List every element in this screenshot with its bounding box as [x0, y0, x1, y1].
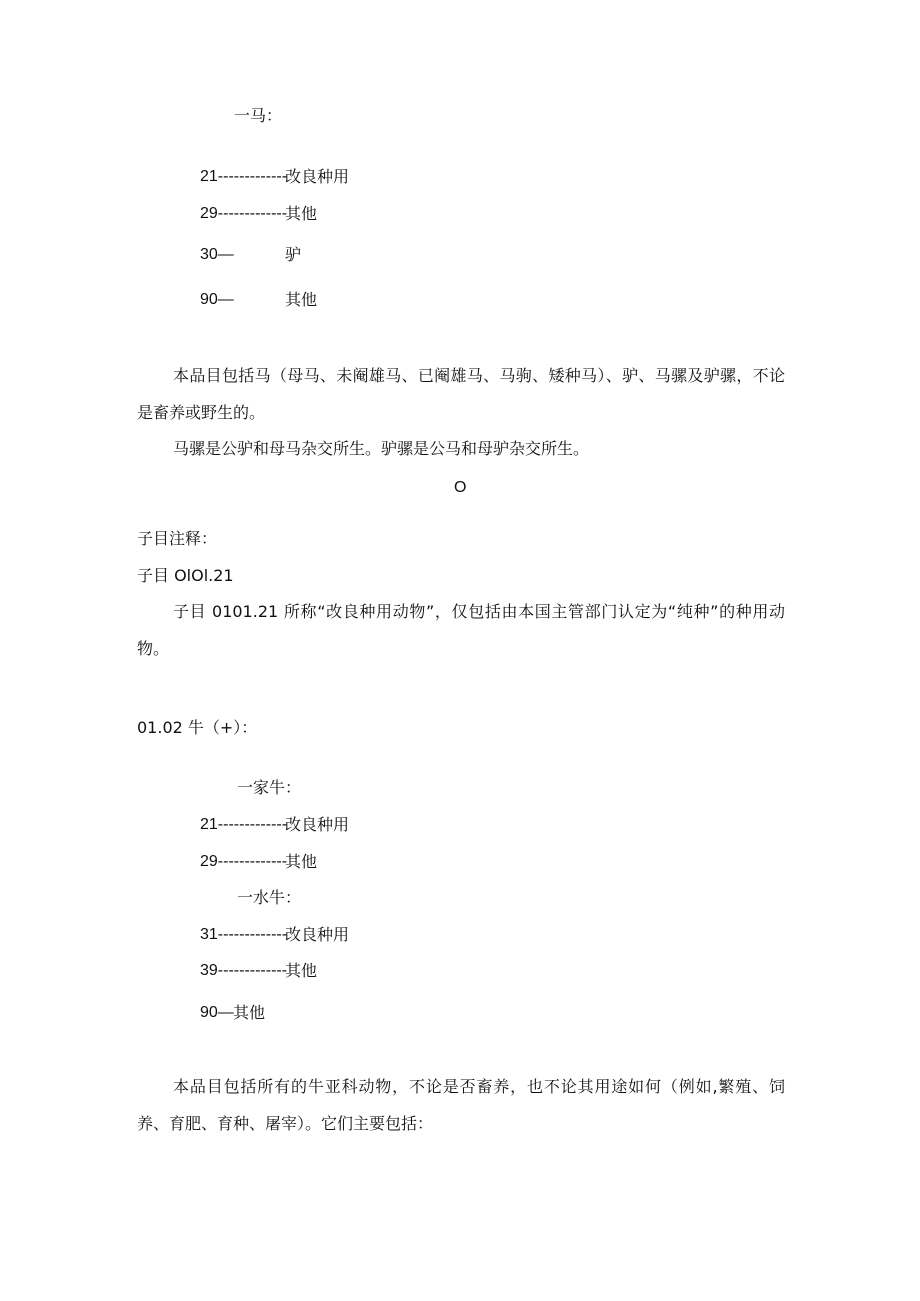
horse-item-code: 30—	[200, 246, 234, 263]
horse-item-label: 其他	[285, 204, 318, 223]
cattle-other-code: 90—	[200, 1004, 234, 1021]
cattle-heading: 01.02 牛（+）：	[137, 718, 258, 737]
subheading-label: 子目 OlOl.21	[137, 566, 234, 585]
horse-item-label: 其他	[285, 290, 318, 309]
horse-item-code: 29-------------	[200, 205, 288, 222]
subheading-notes-title: 子目注释：	[137, 529, 218, 548]
buffalo-heading: 一水牛：	[237, 888, 302, 907]
cattle-item-code: 29-------------	[200, 853, 288, 870]
buffalo-item-code: 31-------------	[200, 926, 288, 943]
cattle-other-label: 其他	[233, 1003, 266, 1022]
buffalo-item-code: 39-------------	[200, 962, 288, 979]
horse-item-code: 90—	[200, 291, 234, 308]
mule-description-paragraph: 马骡是公驴和母马杂交所生。驴骡是公马和母驴杂交所生。	[173, 439, 590, 458]
horse-heading: 一马：	[234, 106, 283, 125]
cattle-item-code: 21-------------	[200, 816, 288, 833]
horse-item-label: 驴	[285, 245, 302, 264]
cattle-description-paragraph: 本品目包括所有的牛亚科动物，不论是否畜养，也不论其用途如何（例如,繁殖、饲养、育肥、育种、屠宰）。它们主要包括：	[137, 1077, 785, 1133]
cattle-item-label: 其他	[285, 852, 318, 871]
stray-mark: O	[454, 479, 467, 496]
horse-item-label: 改良种用	[285, 167, 350, 186]
horse-item-code: 21-------------	[200, 168, 288, 185]
horse-description-paragraph: 本品目包括马（母马、未阉雄马、已阉雄马、马驹、矮种马）、驴、马骡及驴骡，不论是畜养或野生的。	[137, 366, 785, 422]
buffalo-item-label: 其他	[285, 961, 318, 980]
subheading-note-paragraph: 子目 0101.21 所称“改良种用动物”，仅包括由本国主管部门认定为“纯种”的种用动物。	[137, 602, 785, 658]
domestic-cattle-heading: 一家牛：	[237, 778, 302, 797]
buffalo-item-label: 改良种用	[285, 925, 350, 944]
cattle-item-label: 改良种用	[285, 815, 350, 834]
